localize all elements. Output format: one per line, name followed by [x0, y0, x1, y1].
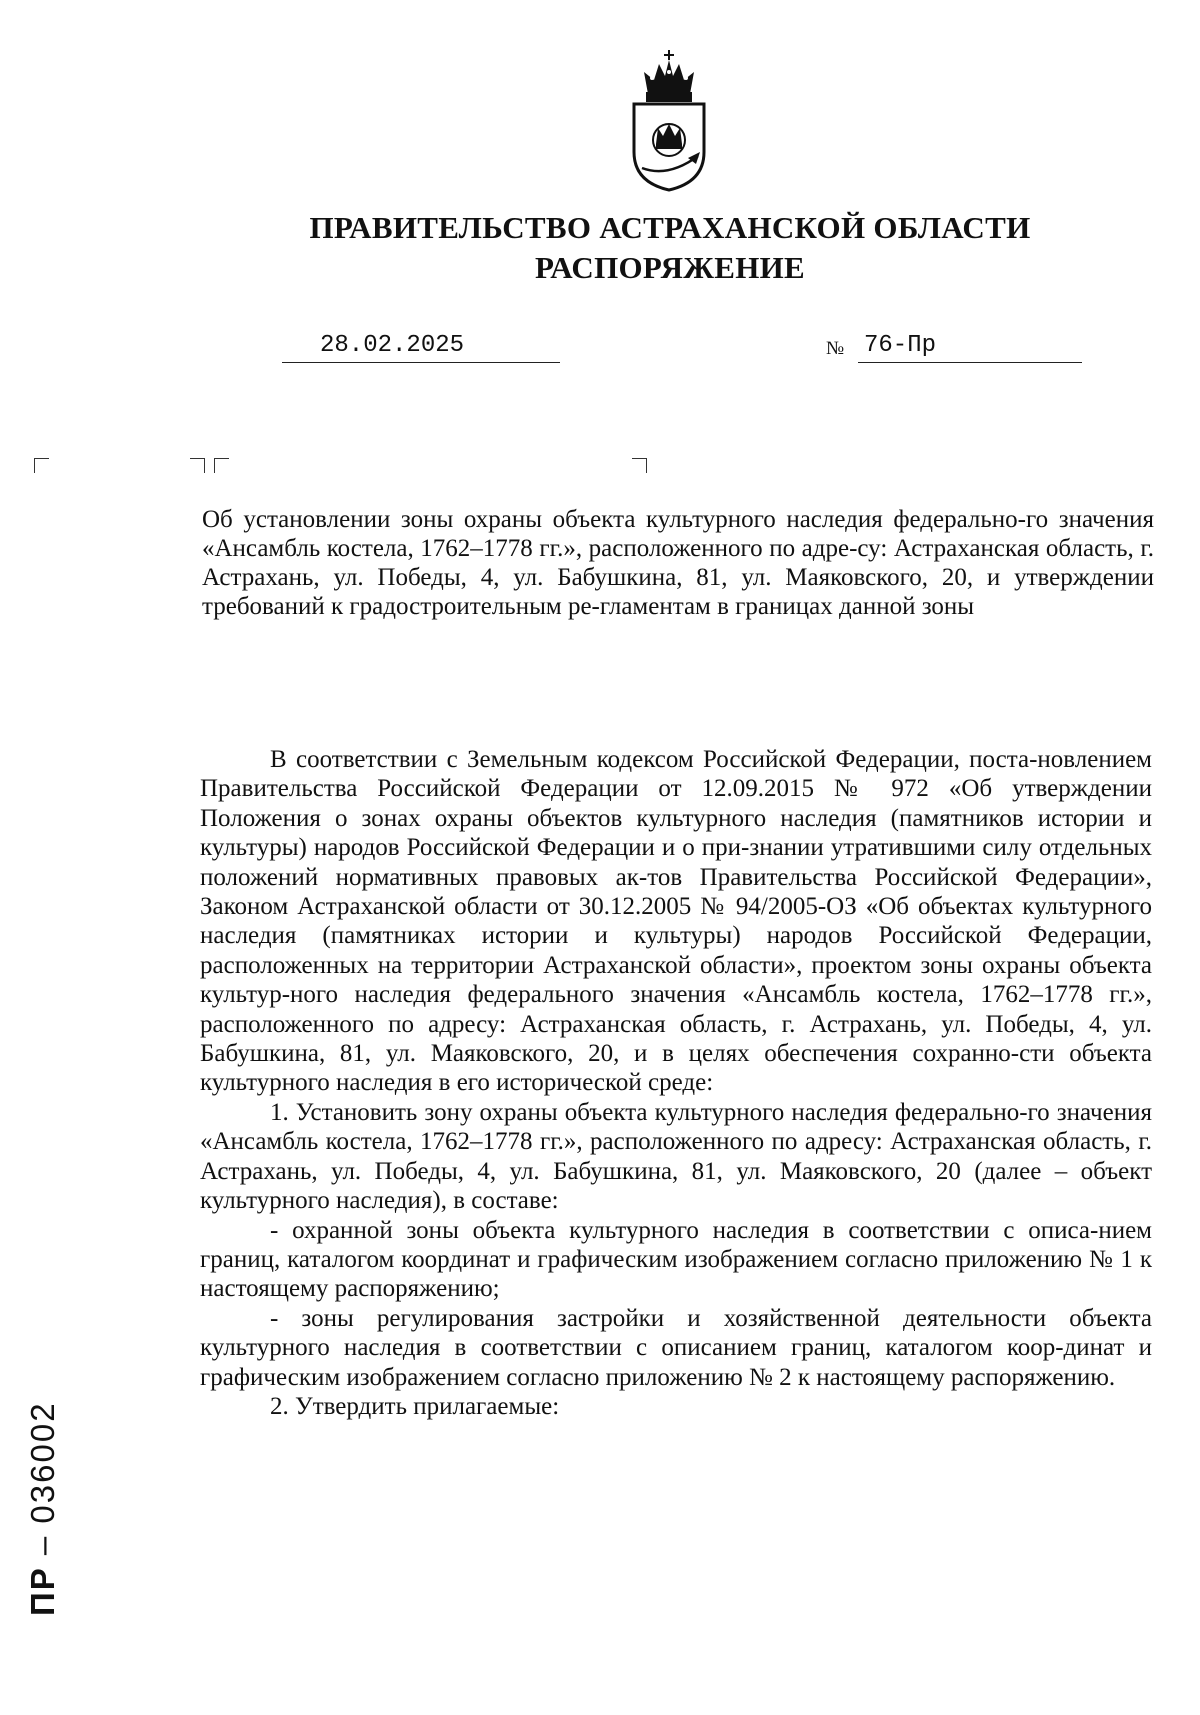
clause-1-subitem-b: - зоны регулирования застройки и хозяйственной деятельности объекта культурного наследия в соответствии с описанием границ, каталогом коор-динат и графическим изображением согласно приложению № 2 к настоящему распоряжению.	[200, 1304, 1152, 1391]
document-number: 76-Пр	[858, 333, 1082, 363]
government-title: ПРАВИТЕЛЬСТВО АСТРАХАНСКОЙ ОБЛАСТИ	[309, 210, 1031, 245]
number-label: №	[826, 338, 845, 359]
document-body	[200, 745, 1152, 1421]
preamble-paragraph: В соответствии с Земельным кодексом Российской Федерации, поста-новлением Правительства Российской Федерации от 12.09.2015 № 972 «Об утверждении Положения о зонах охраны объектов культурного наследия (памятников истории и культуры) народов Российской Федерации и о при-знании утратившими силу отдельных положений нормативных правовых ак-тов Правительства Российской Федерации», Законом Астраханской области от 30.12.2005 № 94/2005-ОЗ «Об объектах культурного наследия (памятниках истории и культуры) народов Российской Федерации, расположенных на территории Астраханской области», проектом зоны охраны объекта культур-ного наследия федерального значения «Ансамбль костела, 1762–1778 гг.», расположенного по адресу: Астраханская область, г. Астрахань, ул. Победы, 4, ул. Бабушкина, 81, ул. Маяковского, 20, и в целях обеспечения сохранно-сти объекта культурного наследия в его исторической среде:	[200, 746, 1152, 1097]
registration-code-prefix: ПР	[24, 1566, 61, 1616]
registration-code	[24, 1401, 62, 1616]
document-subject: Об установлении зоны охраны объекта культурного наследия федерально-го значения «Ансамбль костела, 1762–1778 гг.», расположенного по адре-су: Астраханская область, г. Астрахань, ул. Победы, 4, ул. Бабушкина, 81, ул. Маяковского, 20, и утверждении требований к градостроительным ре-гламентам в границах данной зоны	[202, 506, 1154, 620]
registration-code-separator: –	[24, 1523, 61, 1567]
coat-of-arms-icon	[628, 48, 710, 194]
corner-mark	[632, 458, 647, 473]
corner-mark	[190, 458, 205, 473]
registration-code-number: 036002	[24, 1401, 61, 1524]
document-type-title: РАСПОРЯЖЕНИЕ	[534, 250, 806, 285]
clause-1-subitem-a: - охранной зоны объекта культурного наследия в соответствии с описа-нием границ, каталогом координат и графическим изображением согласно приложению № 1 к настоящему распоряжению;	[200, 1216, 1152, 1303]
clause-2: 2. Утвердить прилагаемые:	[270, 1392, 560, 1420]
corner-mark	[214, 458, 229, 473]
clause-1: 1. Установить зону охраны объекта культурного наследия федерально-го значения «Ансамбль костела, 1762–1778 гг.», расположенного по адресу: Астраханская область, г. Астрахань, ул. Победы, 4, ул. Бабушкина, 81, ул. Маяковского, 20 (далее – объект культурного наследия), в составе:	[200, 1098, 1152, 1215]
document-date: 28.02.2025	[282, 333, 560, 363]
corner-mark	[34, 458, 49, 473]
